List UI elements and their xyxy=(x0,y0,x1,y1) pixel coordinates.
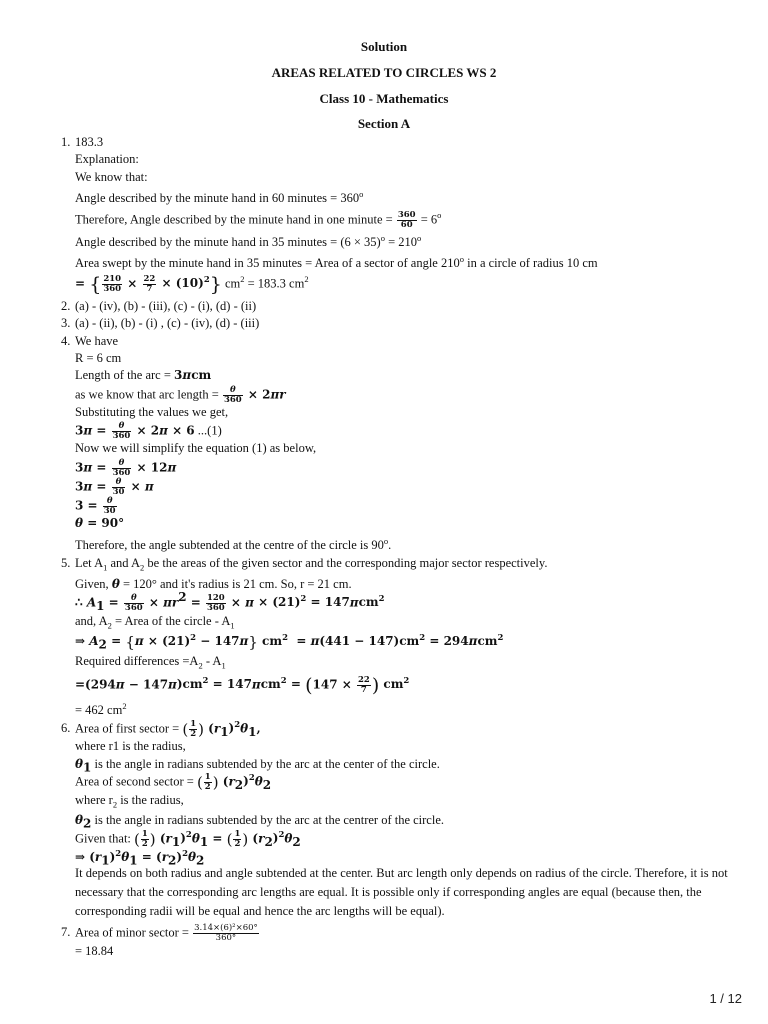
solution-line: Angle described by the minute hand in 35 minutes = $(6 \times 35)^o = 210^o$ xyxy=(75,232,422,249)
solution-line: R = 6 cm xyxy=(75,351,122,365)
answer-text: 183.3 xyxy=(75,135,104,149)
solution-line: where $r_2$ is the radius, xyxy=(75,793,184,810)
question-number: 7. xyxy=(61,925,71,939)
question-number: 3. xyxy=(61,316,71,330)
equation: ⇒ $(r_1)^2\theta_1 = (r_2)^2\theta_2$ xyxy=(75,849,205,868)
solution-line: $\theta_2$ is the angle in radians subtended by the arc at the centrer of the circle. xyxy=(75,813,445,831)
answer-text: (a) - (ii), (b) - (i) , (c) - (iv), (d) - (iii) xyxy=(75,316,260,330)
class-heading: Class 10 - Mathematics xyxy=(319,91,449,106)
solution-line: We know that: xyxy=(75,170,148,184)
solution-line: $\theta_1$ is the angle in radians subtended by the arc at the center of the circle. xyxy=(75,757,440,775)
solution-line: and, $A_2$ = Area of the circle - $A_1$ xyxy=(75,614,235,631)
question-number: 1. xyxy=(61,135,71,149)
equation: 3π = $\frac{\theta}{360}$ × 2π × 6 ...(1) xyxy=(75,421,222,441)
solution-line: = 18.84 xyxy=(75,944,114,958)
equation: $=(294\pi - 147\pi)cm^2 = 147\pi cm^2 = (147$ × $\frac{22}{7}$ ) $cm^2$ xyxy=(75,674,410,697)
equation: θ = 90° xyxy=(75,516,125,530)
question-number: 2. xyxy=(61,299,71,313)
solution-line: Therefore, the angle subtended at the centre of the circle is 90$^o$. xyxy=(75,535,392,552)
worksheet-title: AREAS RELATED TO CIRCLES WS 2 xyxy=(271,65,497,80)
equation: ∴ $A_1$ = $\frac{\theta}{360}$ × $\pi r^2$ = $\frac{120}{360}$ × $\pi \times (21)^2 = 147\pi cm^2$ xyxy=(75,590,385,613)
page-title: Solution xyxy=(360,39,408,54)
equation: 3π = $\frac{\theta}{360}$ × 12π xyxy=(75,458,177,478)
solution-line: Let $A_1$ and $A_2$ be the areas of the given sector and the corresponding major sector respectively. xyxy=(75,556,548,573)
solution-line: Area swept by the minute hand in 35 minutes = Area of a sector of angle 210$^o$ in a circle of radius 10 cm xyxy=(75,253,598,270)
equation: 3 = $\frac{\theta}{30}$ xyxy=(75,496,116,516)
answer-text: (a) - (iv), (b) - (iii), (c) - (i), (d) - (ii) xyxy=(75,299,257,313)
equation: Given that: ( $\frac{1}{2}$ ) $(r_1)^2\theta_1$ = ( $\frac{1}{2}$ ) $(r_2)^2\theta_2$ xyxy=(75,829,301,849)
equation: Area of first sector = ( $\frac{1}{2}$ ) $(r_1)^2\theta_1$, xyxy=(75,719,261,739)
equation: Area of second sector = ( $\frac{1}{2}$ ) $(r_2)^2\theta_2$ xyxy=(75,772,272,792)
solution-line: Length of the arc = 3πcm xyxy=(75,368,212,382)
solution-line: as we know that arc length = $\frac{\theta}{360}$ × 2πr xyxy=(75,385,286,405)
solution-line: = 462 $cm^2$ xyxy=(75,700,127,717)
question-number: 6. xyxy=(61,721,71,735)
solution-line: Angle described by the minute hand in 60 minutes = $360^o$ xyxy=(75,188,364,205)
solution-line: Now we will simplify the equation (1) as below, xyxy=(75,441,317,455)
question-number: 5. xyxy=(61,556,71,570)
question-number: 4. xyxy=(61,334,71,348)
solution-line: where r1 is the radius, xyxy=(75,739,186,753)
solution-line: Substituting the values we get, xyxy=(75,405,229,419)
equation: ⇒ $A_2 = \{\pi \times (21)^2 - 147\pi\} cm^2 = \pi(441 - 147)cm^2 = 294\pi cm^2$ xyxy=(75,633,504,652)
equation: 3π = $\frac{\theta}{30}$ × π xyxy=(75,477,154,497)
section-heading: Section A xyxy=(357,116,411,131)
explanation-paragraph: It depends on both radius and angle subtended at the center. But arc length only depends on radius of the circle. Therefore, it is not necessary that the corresponding arc lengths are equal. It is possible only if corresponding angles are equal (because then, the corresponding radii will be equal and hence the arc lengths will be equal). xyxy=(75,866,728,918)
solution-line: Therefore, Angle described by the minute hand in one minute = $\frac{360}{60}$ = $6^o$ xyxy=(75,210,442,230)
equation: Area of minor sector = $\frac{\text{3.14×(6)²×60°}}{360^\circ}$ xyxy=(75,923,258,943)
solution-line: Given, θ = 120° and it's radius is 21 cm. So, r = 21 cm. xyxy=(75,577,352,591)
explanation-label: Explanation: xyxy=(75,152,139,166)
solution-line: = { $\frac{210}{360}$ × $\frac{22}{7}$ × $(10)^2$} $cm^2 = 183.3$ $cm^2$ xyxy=(75,273,309,296)
page-indicator: 1 / 12 xyxy=(709,991,742,1006)
solution-line: Required differences $=A_2 - A_1$ xyxy=(75,654,226,671)
solution-line: We have xyxy=(75,334,119,348)
